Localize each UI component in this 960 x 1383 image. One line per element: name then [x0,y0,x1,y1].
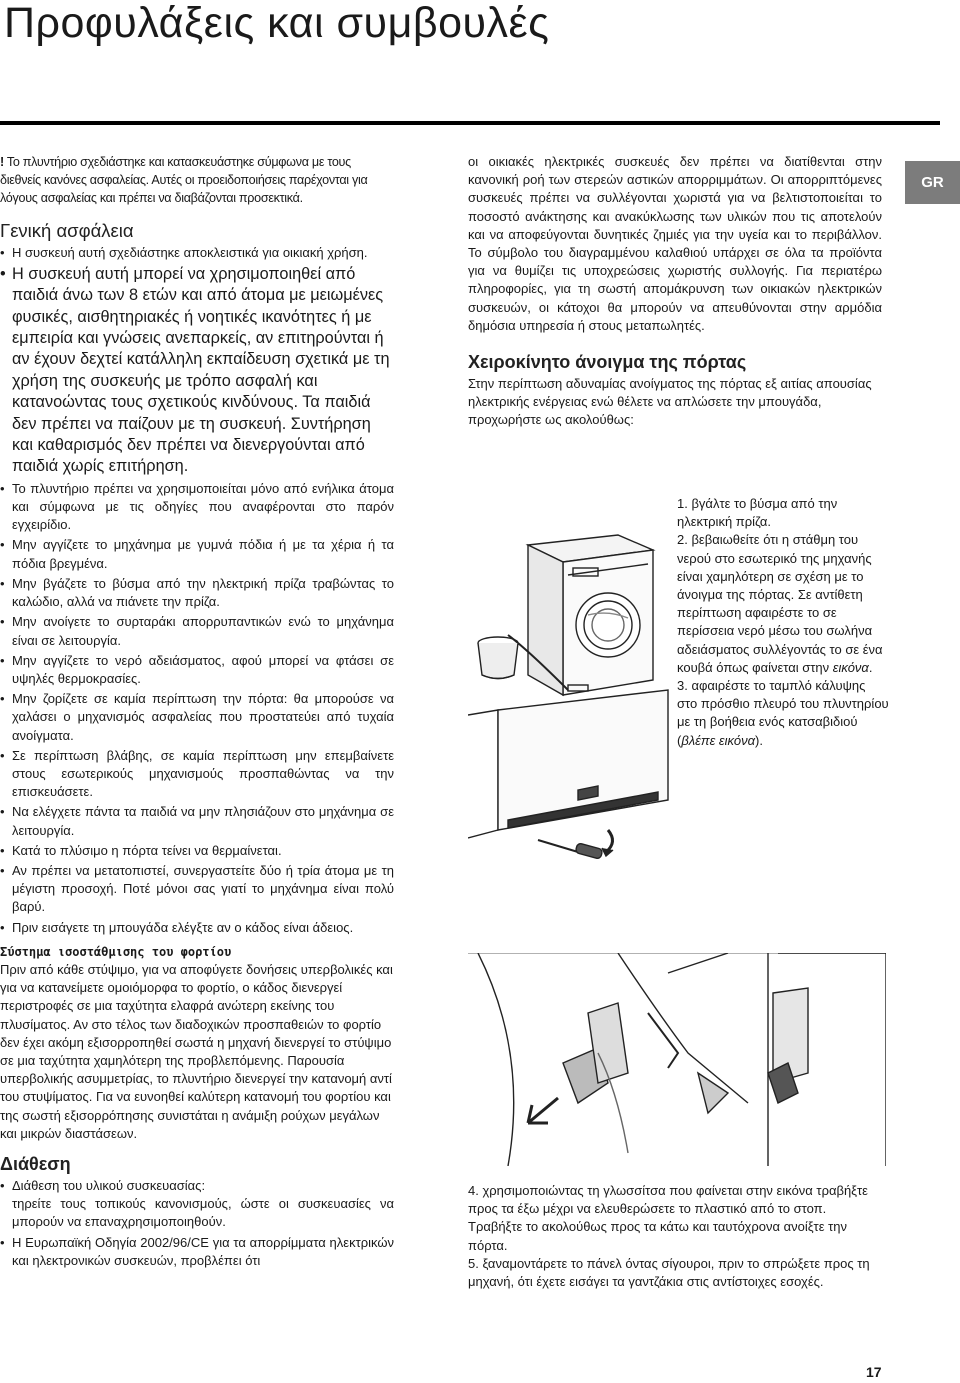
list-item: • Μην βγάζετε το βύσμα από την ηλεκτρική πρίζα τραβώντας το καλώδιο, αλλά να πιάνετε την πρίζα. [0,575,394,611]
list-item: • Η συσκευή αυτή σχεδιάστηκε αποκλειστικά για οικιακή χρήση. [0,244,394,262]
manual-door-heading: Χειροκίνητο άνοιγμα της πόρτας [468,352,747,373]
list-item: • Σε περίπτωση βλάβης, σε καμία περίπτωση μην επεμβαίνετε στους εσωτερικούς μηχανισμούς προσπαθώντας να την επισκευάσετε. [0,747,394,802]
list-item: • Μην ζορίζετε σε καμία περίπτωση την πόρτα: θα μπορούσε να χαλάσει ο μηχανισμός ασφαλείας που προστατεύει από τυχαία ανοίγματα. [0,690,394,745]
list-item: • Αν πρέπει να μετατοπιστεί, συνεργαστείτε δύο ή τρία άτομα με τη μέγιστη προσοχή. Ποτέ μόνοι σας γιατί το μηχάνημα είναι πολύ βαρύ. [0,862,394,917]
list-item: • Μην αγγίζετε το νερό αδειάσματος, αφού μπορεί να φτάσει σε υψηλές θερμοκρασίες. [0,652,394,688]
children-safety-list [0,264,394,478]
list-item: • Μην αγγίζετε το μηχάνημα με γυμνά πόδια ή με τα χέρια ή τα πόδια βρεγμένα. [0,536,394,572]
step-2 [677,531,889,677]
washing-machine-draining-illustration [468,500,678,860]
step-3-figure-ref: βλέπε εικόνα [681,732,756,748]
disposal-list [0,1177,394,1270]
warning-mark: ! [0,155,4,169]
step-2-end: . [868,659,873,675]
general-safety-list [0,244,394,262]
step-3 [677,677,889,750]
step-4: 4. χρησιμοποιώντας τη γλωσσίτσα που φαίνεται στην εικόνα τραβήξτε προς τα έξω μέχρι να ελευθερώσετε το πλαστικό από το στοπ. Τραβήξτε το ακολούθως προς τα κάτω και ταυτόχρονα ανοίξτε την πόρτα. [468,1183,868,1253]
list-item [0,1177,394,1232]
general-safety-heading: Γενική ασφάλεια [0,219,134,241]
disposal-item-text: τηρείτε τους τοπικούς κανονισμούς, ώστε οι συσκευασίες να μπορούν να επαναχρησιμοποιηθούν. [12,1196,394,1230]
step-3-end: ). [755,732,763,748]
disposal-item-title: Διάθεση του υλικού συσκευασίας: [12,1177,206,1193]
weee-continued-text: οι οικιακές ηλεκτρικές συσκευές δεν πρέπει να διατίθενται στην κανονική ροή των στερεών αστικών απορριμμάτων. Οι απορριπτόμενες συσκευές πρέπει να συλλέγονται χωριστά για να βελτιστοποιείται το ποσοστό ανάκτησης και ανακύκλωσης των υλικών που τις αποτελούν και να αποφεύγονται δυνητικές ζημιές για την υγεία και το περιβάλλον. Το σύμβολο του διαγραμμένου καλαθιού υπάρχει σε όλα τα προϊόντα για να θυμίζει τις υποχρεώσεις χωριστής συλλογής. Για περιατέρω πληροφορίες, για τη σωστή απομάκρυνση των οικιακών ηλεκτρικών συσκευών, οι κάτοχοι θα μπορούν να απευθύνονται στην αρμόδια δημόσια υπηρεσία ή στους μεταπωλητές. [468,154,882,333]
page-title: Προφυλάξεις και συμβουλές [4,0,550,47]
manual-door-intro: Στην περίπτωση αδυναμίας ανοίγματος της πόρτας εξ αιτίας απουσίας ηλεκτρικής ενέργειας ενώ θέλετε να απλώσετε την μπουγάδα, προχωρήστε ως ακολούθως: [468,376,872,428]
step-2-figure-ref: εικόνα [832,659,869,675]
language-tab: GR [905,161,960,204]
list-item: • Κατά το πλύσιμο η πόρτα τείνει να θερμαίνεται. [0,842,394,860]
intro-paragraph [0,153,394,208]
right-column [468,153,882,430]
list-item: • Να ελέγχετε πάντα τα παιδιά να μην πλησιάζουν στο μηχάνημα σε λειτουργία. [0,803,394,839]
list-item: • Μην ανοίγετε το συρταράκι απορρυπαντικών ενώ το μηχάνημα είναι σε λειτουργία. [0,613,394,649]
page-number: 17 [866,1364,882,1380]
list-item: • Η Ευρωπαϊκή Οδηγία 2002/96/CE για τα απορρίμματα ηλεκτρικών και ηλεκτρονικών συσκευών, προβλέπει ότι [0,1234,394,1270]
safety-rules-list [0,480,394,937]
list-item: • Η συσκευή αυτή μπορεί να χρησιμοποιηθεί από παιδιά άνω των 8 ετών και από άτομα με μειωμένες φυσικές, αισθητηριακές ή νοητικές ικανότητες ή με εμπειρία και γνώσεις ανεπαρκείς, αν επιτηρούνται ή αν έχουν δεχτεί κατάλληλη εκπαίδευση σχετικά με τη χρήση της συσκευής με τρόπο ασφαλή και κατανοώντας τους σχετικούς κινδύνους. Τα παιδιά δεν πρέπει να παίζουν με τη συσκευή. Συντήρηση και καθαρισμός δεν πρέπει να διενεργούνται από παιδιά χωρίς επιτήρηση. [0,264,394,478]
step-1: 1. βγάλτε το βύσμα από την ηλεκτρική πρίζα. [677,496,838,530]
step-2-text: 2. βεβαιωθείτε ότι η στάθμη του νερού στο εσωτερικό της μηχανής είναι χαμηλότερη σε σχέση με το άνοιγμα της πόρτας. Σε αντίθετη περίπτωση αφαιρέστε το σε περίσσεια νερό μέσω του σωλήνα αδειάσματος συλλέγοντάς το σε ένα κουβά όπως φαίνεται στην [677,532,883,675]
list-item: • Το πλυντήριο πρέπει να χρησιμοποιείται μόνο από ενήλικα άτομα και σύμφωνα με τις οδηγίες που αναφέρονται στο παρόν εγχειρίδιο. [0,480,394,535]
intro-text: Το πλυντήριο σχεδιάστηκε και κατασκευάστηκε σύμφωνα με τους διεθνείς κανόνες ασφαλείας. Αυτές οι προειδοποιήσεις παρέχονται για λόγους ασφαλείας και πρέπει να διαβάζονται προσεκτικά. [0,155,368,206]
door-release-tab-illustration [468,953,886,1166]
load-balance-text: Πριν από κάθε στύψιμο, για να αποφύγετε δονήσεις υπερβολικές και για να κατανείμετε ομοιόμορφα το φορτίο, ο κάδος διενεργεί περιστροφές σε μια ταχύτητα ελαφρά ανώτερη εκείνης του πλυσίματος. Αν στο τέλος των διαδοχικών προσπαθειών το φορτίο δεν έχει ακόμη εξισορροπηθεί σωστά η μηχανή διενεργεί το στύψιμο σε μια ταχύτητα χαμηλότερη της προβλεπόμενης. Παρουσία υπερβολικής ασυμμετρίας, το πλυντήριο διενεργεί την κατανομή αντί του στυψίματος. Για να ευνοηθεί καλύτερη κατανομή του φορτίου και της σωστή εξισορρόπησης συνιστάται η ανάμιξη ρούχων μεγάλων και μικρών διαστάσεων. [0,961,393,1141]
manual-door-steps [677,495,889,750]
title-rule [0,121,940,125]
step-3-text: 3. αφαιρέστε το ταμπλό κάλυψης στο πρόσθιο πλευρό του πλυντηρίου με τη βοήθεια ενός κατσαβιδιού ( [677,678,889,748]
manual-door-steps-continued [468,1182,882,1291]
disposal-heading: Διάθεση [0,1153,71,1174]
step-5: 5. ξαναμοντάρετε το πάνελ όντας σίγουροι, πριν το σπρώξετε προς τη μηχανή, ότι έχετε εισάγει τα γαντζάκια στις αντίστοιχες εσοχές. [468,1255,870,1290]
list-item: • Πριν εισάγετε τη μπουγάδα ελέγξτε αν ο κάδος είναι άδειος. [0,919,394,937]
left-column [0,153,394,1272]
load-balance-heading: Σύστημα ισοστάθμισης του φορτίου [0,944,232,959]
